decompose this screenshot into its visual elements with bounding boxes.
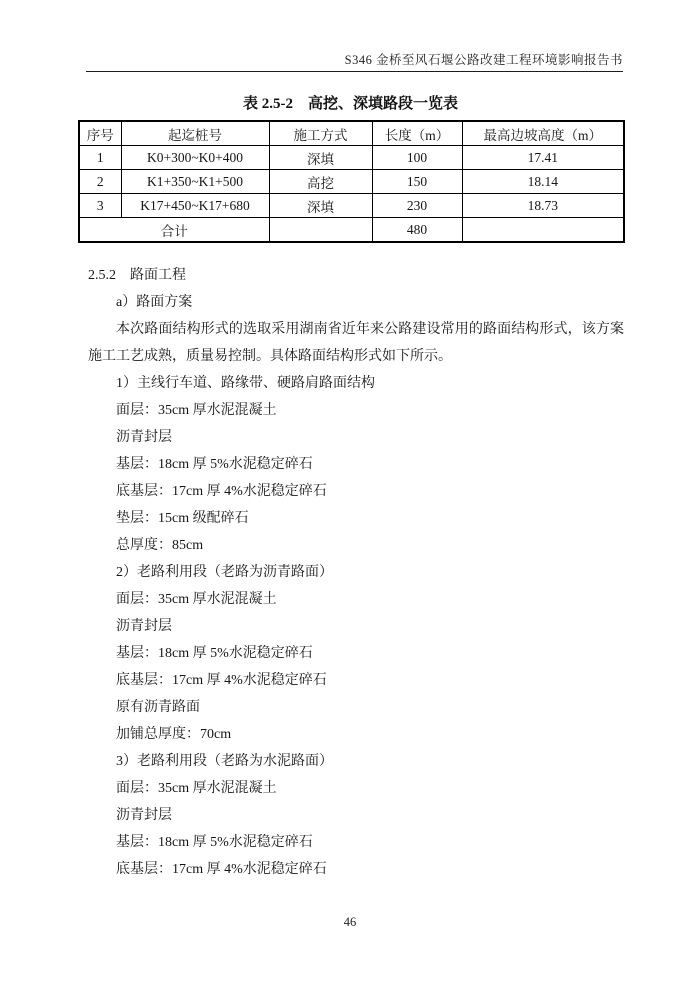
list-item: 面层：35cm 厚水泥混凝土 <box>116 781 277 796</box>
list-item: 沥青封层 <box>116 808 172 823</box>
list-item: 面层：35cm 厚水泥混凝土 <box>116 592 277 607</box>
body-text <box>88 262 624 883</box>
cell-total-construction <box>269 218 372 243</box>
cell-construction-method: 深填 <box>269 194 372 218</box>
table-title: 表 2.5-2 高挖、深填路段一览表 <box>243 96 458 112</box>
table-row <box>79 170 624 194</box>
col-header-length: 长度（m） <box>372 121 462 146</box>
table-row <box>79 194 624 218</box>
header-title: S346 金桥至风石堰公路改建工程环境影响报告书 <box>344 53 623 67</box>
cell-max-slope-height: 18.73 <box>462 194 624 218</box>
list-item: 基层：18cm 厚 5%水泥稳定碎石 <box>116 646 313 661</box>
cell-length: 230 <box>372 194 462 218</box>
cut-fill-sections-table <box>78 120 625 243</box>
list-item: 加铺总厚度：70cm <box>116 727 232 742</box>
cell-total-height <box>462 218 624 243</box>
cell-total-label: 合计 <box>79 218 269 243</box>
col-header-max-slope-height: 最高边坡高度（m） <box>462 121 624 146</box>
header-rule <box>86 71 623 72</box>
table-header-row <box>79 121 624 146</box>
list-item: 3）老路利用段（老路为水泥路面） <box>116 754 333 769</box>
col-header-index: 序号 <box>79 121 121 146</box>
intro-paragraph: 本次路面结构形式的选取采用湖南省近年来公路建设常用的路面结构形式，该方案施工工艺成熟，质量易控制。具体路面结构形式如下所示。 <box>88 322 624 364</box>
list-item: 总厚度：85cm <box>116 538 204 553</box>
cell-index: 3 <box>79 194 121 218</box>
list-item: 基层：18cm 厚 5%水泥稳定碎石 <box>116 457 313 472</box>
cell-length: 150 <box>372 170 462 194</box>
cell-construction-method: 深填 <box>269 146 372 170</box>
cell-total-length: 480 <box>372 218 462 243</box>
list-item: 沥青封层 <box>116 430 172 445</box>
list-item: 原有沥青路面 <box>116 700 200 715</box>
list-item: 底基层：17cm 厚 4%水泥稳定碎石 <box>116 862 327 877</box>
list-item: 2）老路利用段（老路为沥青路面） <box>116 565 333 580</box>
col-header-stake-range: 起迄桩号 <box>121 121 269 146</box>
list-item: 1）主线行车道、路缘带、硬路肩路面结构 <box>116 376 375 391</box>
sub-heading: a）路面方案 <box>116 295 193 310</box>
document-header <box>78 50 623 68</box>
list-item: 沥青封层 <box>116 619 172 634</box>
cell-construction-method: 高挖 <box>269 170 372 194</box>
cell-index: 1 <box>79 146 121 170</box>
list-item: 基层：18cm 厚 5%水泥稳定碎石 <box>116 835 313 850</box>
cell-max-slope-height: 18.14 <box>462 170 624 194</box>
cell-stake-range: K0+300~K0+400 <box>121 146 269 170</box>
col-header-construction-method: 施工方式 <box>269 121 372 146</box>
list-item: 底基层：17cm 厚 4%水泥稳定碎石 <box>116 673 327 688</box>
section-heading: 2.5.2 路面工程 <box>88 268 186 283</box>
list-item: 垫层：15cm 级配碎石 <box>116 511 249 526</box>
table-total-row <box>79 218 624 243</box>
cell-index: 2 <box>79 170 121 194</box>
cell-length: 100 <box>372 146 462 170</box>
cell-stake-range: K17+450~K17+680 <box>121 194 269 218</box>
cell-max-slope-height: 17.41 <box>462 146 624 170</box>
table-row <box>79 146 624 170</box>
page-number: 46 <box>343 915 357 929</box>
list-item: 底基层：17cm 厚 4%水泥稳定碎石 <box>116 484 327 499</box>
list-item: 面层：35cm 厚水泥混凝土 <box>116 403 277 418</box>
cell-stake-range: K1+350~K1+500 <box>121 170 269 194</box>
